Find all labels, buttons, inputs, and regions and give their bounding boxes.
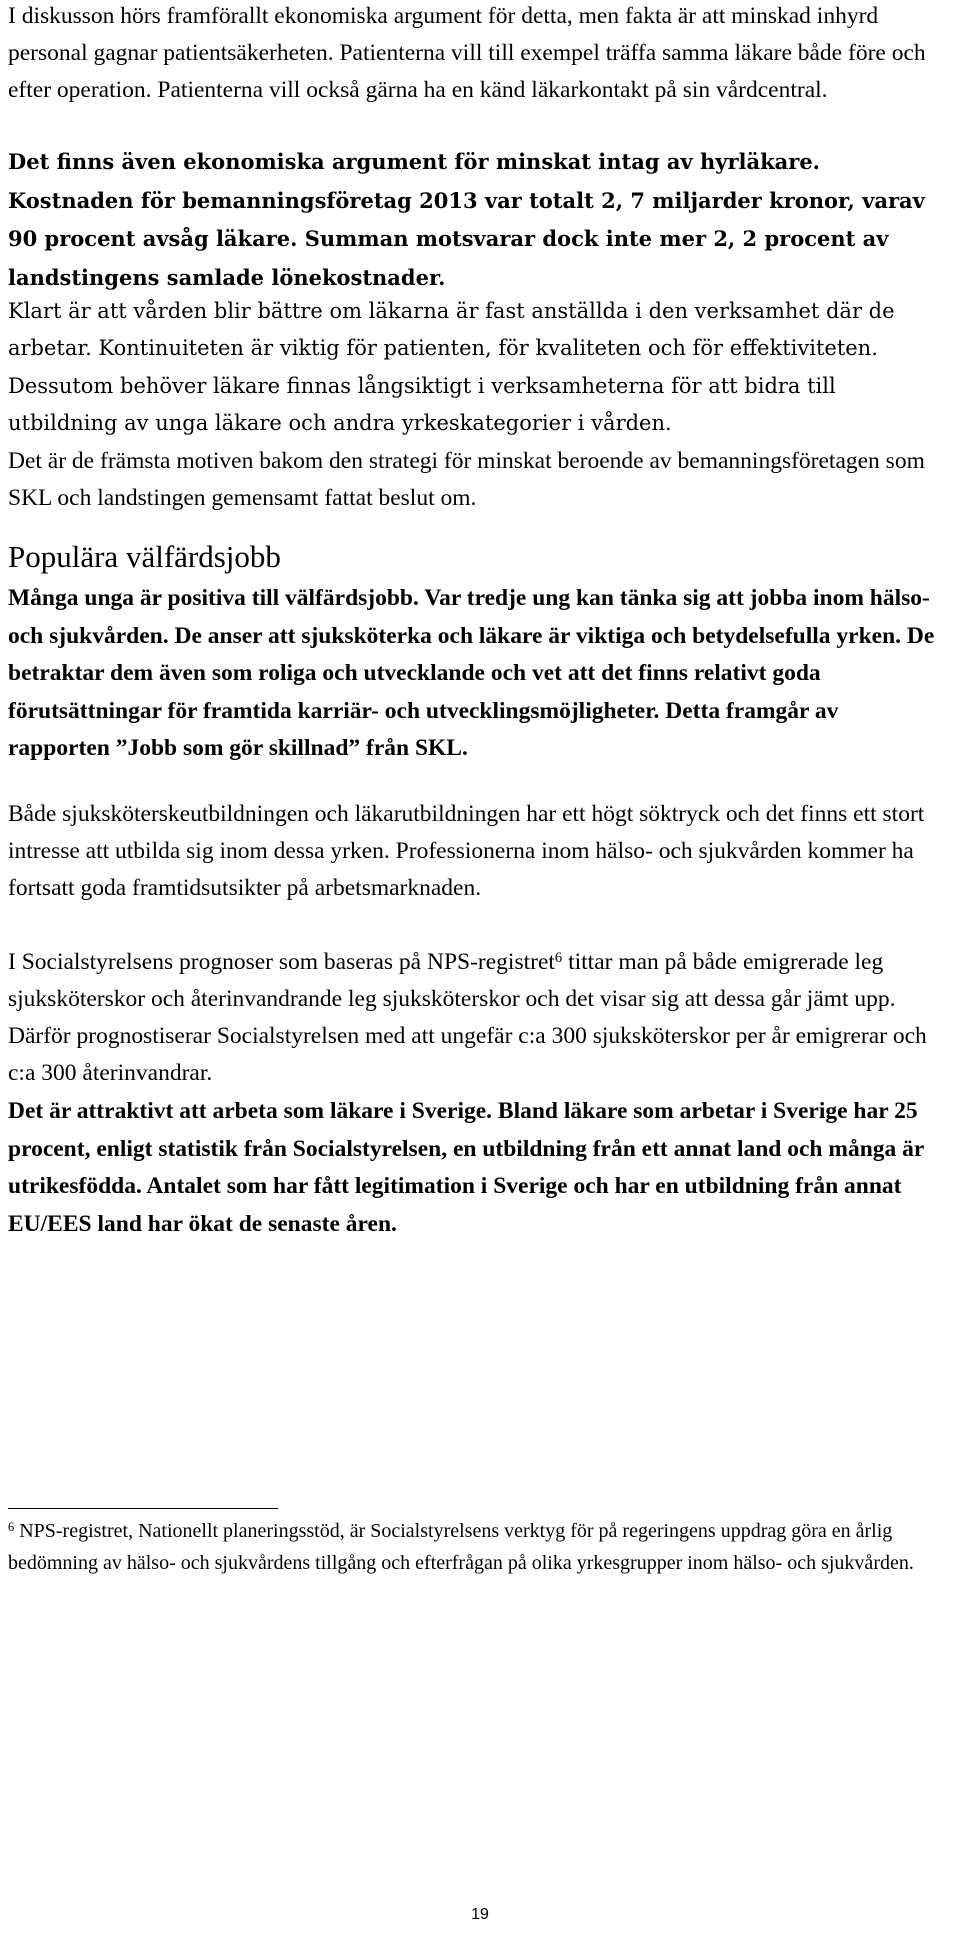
section-heading: Populära välfärdsjobb [8, 539, 281, 574]
prognosis-text-start: I Socialstyrelsens prognoser som baseras på NPS-registret [8, 949, 555, 975]
footnote-reference: 6 [554, 950, 563, 967]
paragraph-strategy: Det är de främsta motiven bakom den strategi för minskat beroende av bemanningsföretagen som SKL och landstingen gemensamt fattat beslut om. [8, 448, 925, 511]
paragraph-education: Både sjuksköterskeutbildningen och läkarutbildningen har ett högt söktryck och det finns ett stort intresse att utbilda sig inom dessa yrken. Professionerna inom hälso- och sjukvården kommer ha fortsatt goda framtidsutsikter på arbetsmarknaden. [8, 801, 925, 901]
paragraph-attractive: Det är attraktivt att arbeta som läkare i Sverige. Bland läkare som arbetar i Sverige har 25 procent, enligt statistik från Socialstyrelsen, en utbildning från ett annat land och många är utrikesfödda. Antalet som har fått legitimation i Sverige och har en utbildning från annat EU/EES land har ökat de senaste åren. [8, 1098, 924, 1237]
footnote-divider [8, 1508, 278, 1509]
page-number: 19 [471, 1906, 489, 1923]
paragraph-prognosis [8, 944, 938, 1092]
paragraph-welfare-jobs: Många unga är positiva till välfärdsjobb. Var tredje ung kan tänka sig att jobba inom hälso- och sjukvården. De anser att sjuksköterka och läkare är viktiga och betydelsefulla yrken. De betraktar dem även som roliga och utvecklande och vet att det finns relativt goda förutsättningar för framtida karriär- och utvecklingsmöjligheter. Detta framgår av rapporten ”Jobb som gör skillnad” från SKL. [8, 585, 935, 762]
paragraph-economic-arguments: Det finns även ekonomiska argument för minskat intag av hyrläkare. Kostnaden för bemanningsföretag 2013 var totalt 2, 7 miljarder kronor, varav 90 procent avsåg läkare. Summan motsvarar dock inte mer 2, 2 procent av landstingens samlade lönekostnader. [8, 149, 925, 291]
paragraph-continuity: Klart är att vården blir bättre om läkarna är fast anställda i den verksamhet där de arbetar. Kontinuiteten är viktig för patienten, för kvaliteten och för effektiviteten. Dessutom behöver läkare finnas långsiktigt i verksamheterna för att bidra till utbildning av unga läkare och andra yrkeskategorier i vården. [8, 299, 895, 436]
paragraph-intro: I diskusson hörs framförallt ekonomiska argument för detta, men fakta är att minskad inhyrd personal gagnar patientsäkerheten. Patienterna vill till exempel träffa samma läkare både före och efter operation. Patienterna vill också gärna ha en känd läkarkontakt på sin vårdcentral. [8, 3, 926, 103]
footnote [8, 1515, 938, 1579]
footnote-marker: 6 [8, 1520, 15, 1535]
prognosis-text-end: tittar man på både emigrerade leg sjuksköterskor och återinvandrande leg sjuksköterskor och det visar sig att dessa går jämt upp. Därför prognostiserar Socialstyrelsen med att ungefär c:a 300 sjuksköterskor per år emigrerar och c:a 300 återinvandrar. [8, 949, 927, 1086]
footnote-text: NPS-registret, Nationellt planeringsstöd, är Socialstyrelsens verktyg för på regeringens uppdrag göra en årlig bedömning av hälso- och sjukvårdens tillgång och efterfrågan på olika yrkesgrupper inom hälso- och sjukvården. [8, 1520, 914, 1574]
